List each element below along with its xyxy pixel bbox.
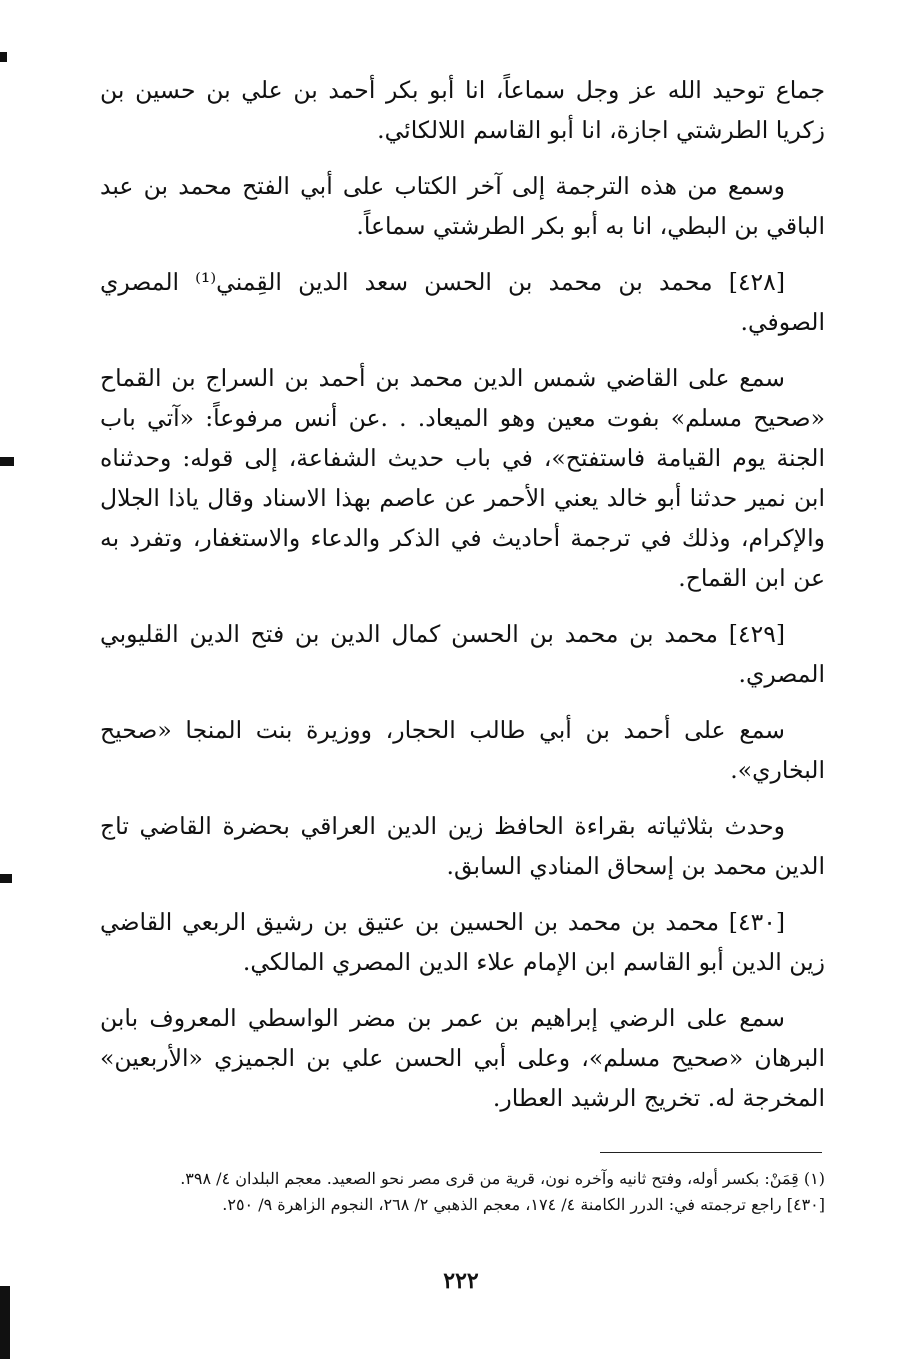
scan-mark-left-lower	[0, 874, 12, 883]
scan-mark-top-left	[0, 52, 7, 62]
scan-mark-bottom-left	[0, 1286, 10, 1359]
entry-430-heading: [٤٣٠] محمد بن محمد بن الحسين بن عتيق بن رشيق الربعي القاضي زين الدين أبو القاسم ابن الإمام علاء الدين المصري المالكي.	[100, 908, 825, 976]
entry-430-body: سمع على الرضي إبراهيم بن عمر بن مضر الواسطي المعروف بابن البرهان «صحيح مسلم»، وعلى أبي الحسن علي بن الجميزي «الأربعين» المخرجة له. تخريج الرشيد العطار.	[100, 1004, 825, 1112]
entry-428-heading: [٤٢٨] محمد بن محمد بن الحسن سعد الدين القِمني⁽¹⁾ المصري الصوفي.	[100, 268, 825, 336]
footnote-430: [٤٣٠] راجع ترجمته في: الدرر الكامنة ٤/ ١٧٤، معجم الذهبي ٢/ ٢٦٨، النجوم الزاهرة ٩/ ٢٥٠.	[222, 1195, 825, 1214]
entry-429-body-2: وحدث بثلاثياته بقراءة الحافظ زين الدين العراقي بحضرة القاضي تاج الدين محمد بن إسحاق المنادي السابق.	[100, 812, 825, 880]
paragraph-sama: وسمع من هذه الترجمة إلى آخر الكتاب على أبي الفتح محمد بن عبد الباقي بن البطي، انا به أبو بكر الطرشتي سماعاً.	[100, 172, 825, 240]
entry-428-body: سمع على القاضي شمس الدين محمد بن أحمد بن السراج بن القماح «صحيح مسلم» بفوت معين وهو الميعاد. . .عن أنس مرفوعاً: «آتي باب الجنة يوم القيامة فاستفتح»، في باب حديث الشفاعة، إلى قوله: وحدثناه ابن نمير حدثنا أبو خالد يعني الأحمر عن عاصم بهذا الاسناد وقال ياذا الجلال والإكرام، وذلك في ترجمة أحاديث في الذكر والدعاء والاستغفار، وتفرد به عن ابن القماح.	[100, 364, 825, 592]
scan-mark-left-middle	[0, 457, 14, 466]
footnote-divider	[600, 1152, 822, 1153]
main-text	[100, 70, 825, 1134]
page-number: ٢٢٢	[443, 1268, 479, 1294]
footnote-1: (١) قِمَنْ: بكسر أوله، وفتح ثانيه وآخره نون، قرية من قرى مصر نحو الصعيد. معجم البلدان ٤/ ٣٩٨.	[180, 1169, 825, 1188]
footnotes	[100, 1166, 825, 1218]
paragraph-continuation: جماع توحيد الله عز وجل سماعاً، انا أبو بكر أحمد بن علي بن حسين بن زكريا الطرشتي اجازة، انا أبو القاسم اللالكائي.	[100, 76, 825, 144]
entry-429-heading: [٤٢٩] محمد بن محمد بن الحسن كمال الدين بن فتح الدين القليوبي المصري.	[100, 620, 825, 688]
entry-429-body: سمع على أحمد بن أبي طالب الحجار، ووزيرة بنت المنجا «صحيح البخاري».	[100, 716, 825, 784]
